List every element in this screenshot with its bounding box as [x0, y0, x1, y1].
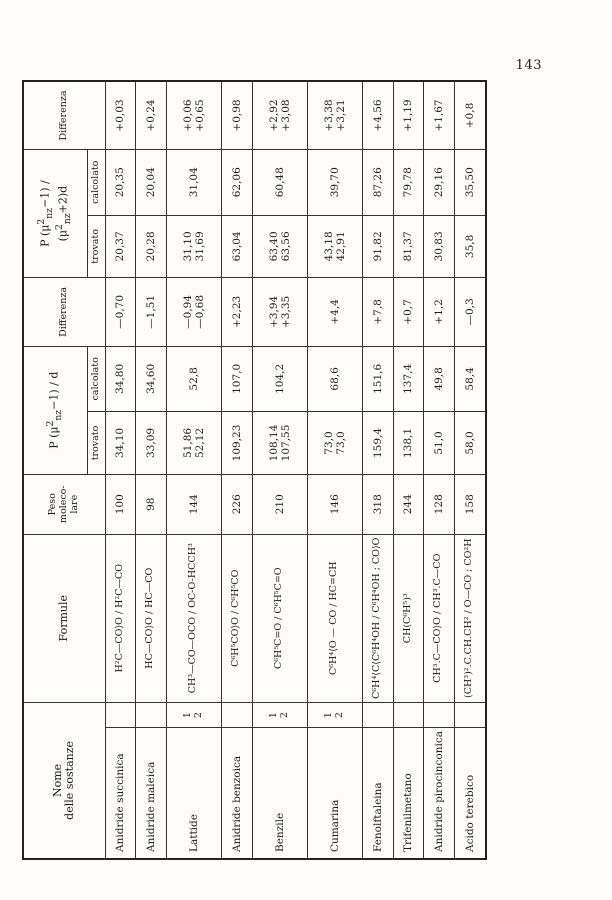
table-body	[105, 81, 486, 859]
row-trovato-2: 63,40 63,56	[252, 215, 307, 278]
row-trovato-1: 51,86 52,12	[166, 412, 221, 475]
row-calcolato-2: 62,06	[221, 149, 252, 215]
data-table-rotated	[22, 80, 487, 860]
row-formula: C⁶H⁵CO⟩O / C⁶H⁵CO	[221, 534, 252, 702]
row-index	[393, 702, 424, 728]
row-peso: 146	[307, 474, 362, 534]
row-trovato-1: 33,09	[136, 412, 167, 475]
row-trovato-2: 20,37	[105, 215, 136, 278]
row-nome: Anidride succinica	[105, 728, 136, 859]
row-calcolato-2: 29,16	[424, 149, 455, 215]
row-calcolato-1: 49,8	[424, 346, 455, 412]
row-differenza-2: +0,03	[105, 81, 136, 149]
row-differenza-1: +4,4	[307, 278, 362, 346]
header-differenza-1: Differenza	[23, 278, 105, 346]
header-peso: Peso moleco- lare	[23, 474, 105, 534]
header-calcolato-2: calcolato	[87, 149, 105, 215]
row-calcolato-1: 104,2	[252, 346, 307, 412]
row-differenza-2: +0,8	[454, 81, 486, 149]
row-index: 1 2	[166, 702, 221, 728]
row-calcolato-2: 39,70	[307, 149, 362, 215]
row-nome: Lattide	[166, 728, 221, 859]
row-nome: Anidride maleica	[136, 728, 167, 859]
row-differenza-1: —0,70	[105, 278, 136, 346]
data-table	[22, 80, 487, 860]
row-differenza-1: —0,3	[454, 278, 486, 346]
header-group2: P $(\mu^2_{nz}-1) / (\mu^2_{nz}+2)d$	[23, 149, 87, 277]
row-calcolato-1: 52,8	[166, 346, 221, 412]
row-trovato-2: 30,83	[424, 215, 455, 278]
row-calcolato-1: 107,0	[221, 346, 252, 412]
row-differenza-2: +0,24	[136, 81, 167, 149]
row-trovato-2: 63,04	[221, 215, 252, 278]
row-nome: Trifenilmetano	[393, 728, 424, 859]
row-index	[424, 702, 455, 728]
row-calcolato-2: 79,78	[393, 149, 424, 215]
row-differenza-1: —1,51	[136, 278, 167, 346]
row-formula: C⁶H⁵C=O / C⁶H⁵C=O	[252, 534, 307, 702]
row-index: 1 2	[252, 702, 307, 728]
row-nome: Anidride pirocinconica	[424, 728, 455, 859]
row-trovato-2: 35,8	[454, 215, 486, 278]
table-row	[166, 81, 221, 859]
row-peso: 98	[136, 474, 167, 534]
row-formula: CH(C⁶H⁵)³	[393, 534, 424, 702]
table-row	[221, 81, 252, 859]
row-calcolato-2: 35,50	[454, 149, 486, 215]
header-group1: P $(\mu^2_{nz}-1) / d$	[23, 346, 87, 474]
row-index	[105, 702, 136, 728]
row-differenza-1: +1,2	[424, 278, 455, 346]
row-formula: (CH³)².C.CH.CH² / O—CO ; CO²H	[454, 534, 486, 702]
header-trovato-1: trovato	[87, 412, 105, 475]
row-differenza-2: +0,98	[221, 81, 252, 149]
row-differenza-1: +3,94 +3,35	[252, 278, 307, 346]
row-differenza-1: —0,94 —0,68	[166, 278, 221, 346]
row-calcolato-2: 60,48	[252, 149, 307, 215]
row-index	[362, 702, 393, 728]
row-index	[221, 702, 252, 728]
row-formula: HC—CO⟩O / HC—CO	[136, 534, 167, 702]
row-differenza-2: +4,56	[362, 81, 393, 149]
row-peso: 100	[105, 474, 136, 534]
row-formula: H²C—CO⟩O / H²C—CO	[105, 534, 136, 702]
row-differenza-1: +7,8	[362, 278, 393, 346]
row-trovato-2: 20,28	[136, 215, 167, 278]
row-peso: 318	[362, 474, 393, 534]
page-number: 143	[515, 58, 542, 73]
row-calcolato-2: 20,04	[136, 149, 167, 215]
row-nome: Fenolftaleina	[362, 728, 393, 859]
row-trovato-1: 73,0 73,0	[307, 412, 362, 475]
row-differenza-2: +1,67	[424, 81, 455, 149]
row-index	[136, 702, 167, 728]
row-calcolato-2: 20,35	[105, 149, 136, 215]
header-nome: Nome delle sostanze	[23, 702, 105, 859]
row-trovato-1: 51,0	[424, 412, 455, 475]
table-row	[362, 81, 393, 859]
row-formula: C⁶H⁴⟨O — CO / HC=CH	[307, 534, 362, 702]
row-calcolato-1: 34,60	[136, 346, 167, 412]
row-trovato-1: 58,0	[454, 412, 486, 475]
row-calcolato-1: 137,4	[393, 346, 424, 412]
table-row	[307, 81, 362, 859]
row-trovato-1: 34,10	[105, 412, 136, 475]
header-formule: Formule	[23, 534, 105, 702]
row-calcolato-1: 34,80	[105, 346, 136, 412]
header-differenza-2: Differenza	[23, 81, 105, 149]
row-peso: 158	[454, 474, 486, 534]
row-calcolato-1: 68,6	[307, 346, 362, 412]
table-row	[454, 81, 486, 859]
row-peso: 210	[252, 474, 307, 534]
row-peso: 144	[166, 474, 221, 534]
row-differenza-2: +0,06 +0,65	[166, 81, 221, 149]
row-differenza-1: +0,7	[393, 278, 424, 346]
row-trovato-1: 108,14 107,55	[252, 412, 307, 475]
row-index: 1 2	[307, 702, 362, 728]
row-formula: CH³—CO—OCO / OC-O-HCCH³	[166, 534, 221, 702]
row-trovato-2: 31,10 31,69	[166, 215, 221, 278]
header-trovato-2: trovato	[87, 215, 105, 278]
table-row	[136, 81, 167, 859]
row-calcolato-1: 151,6	[362, 346, 393, 412]
row-differenza-1: +2,23	[221, 278, 252, 346]
row-peso: 226	[221, 474, 252, 534]
row-nome: Benzile	[252, 728, 307, 859]
table-row	[424, 81, 455, 859]
row-index	[454, 702, 486, 728]
row-trovato-1: 109,23	[221, 412, 252, 475]
row-trovato-2: 43,18 42,91	[307, 215, 362, 278]
row-differenza-2: +2,92 +3,08	[252, 81, 307, 149]
row-calcolato-1: 58,4	[454, 346, 486, 412]
row-peso: 244	[393, 474, 424, 534]
row-calcolato-2: 87,26	[362, 149, 393, 215]
table-row	[393, 81, 424, 859]
row-calcolato-2: 31,04	[166, 149, 221, 215]
row-differenza-2: +3,38 +3,21	[307, 81, 362, 149]
row-formula: C⁶H⁴⟨C⟨C⁶H⁴OH / C⁶H⁴OH ; CO⟩O	[362, 534, 393, 702]
row-trovato-2: 91,82	[362, 215, 393, 278]
header-calcolato-1: calcolato	[87, 346, 105, 412]
row-nome: Cumarina	[307, 728, 362, 859]
table-row	[105, 81, 136, 859]
row-peso: 128	[424, 474, 455, 534]
row-trovato-2: 81,37	[393, 215, 424, 278]
row-nome: Acido terebico	[454, 728, 486, 859]
table-row	[252, 81, 307, 859]
row-formula: CH³.C—CO⟩O / CH³.C—CO	[424, 534, 455, 702]
row-trovato-1: 159,4	[362, 412, 393, 475]
row-nome: Anidride benzoica	[221, 728, 252, 859]
row-trovato-1: 138,1	[393, 412, 424, 475]
row-differenza-2: +1,19	[393, 81, 424, 149]
